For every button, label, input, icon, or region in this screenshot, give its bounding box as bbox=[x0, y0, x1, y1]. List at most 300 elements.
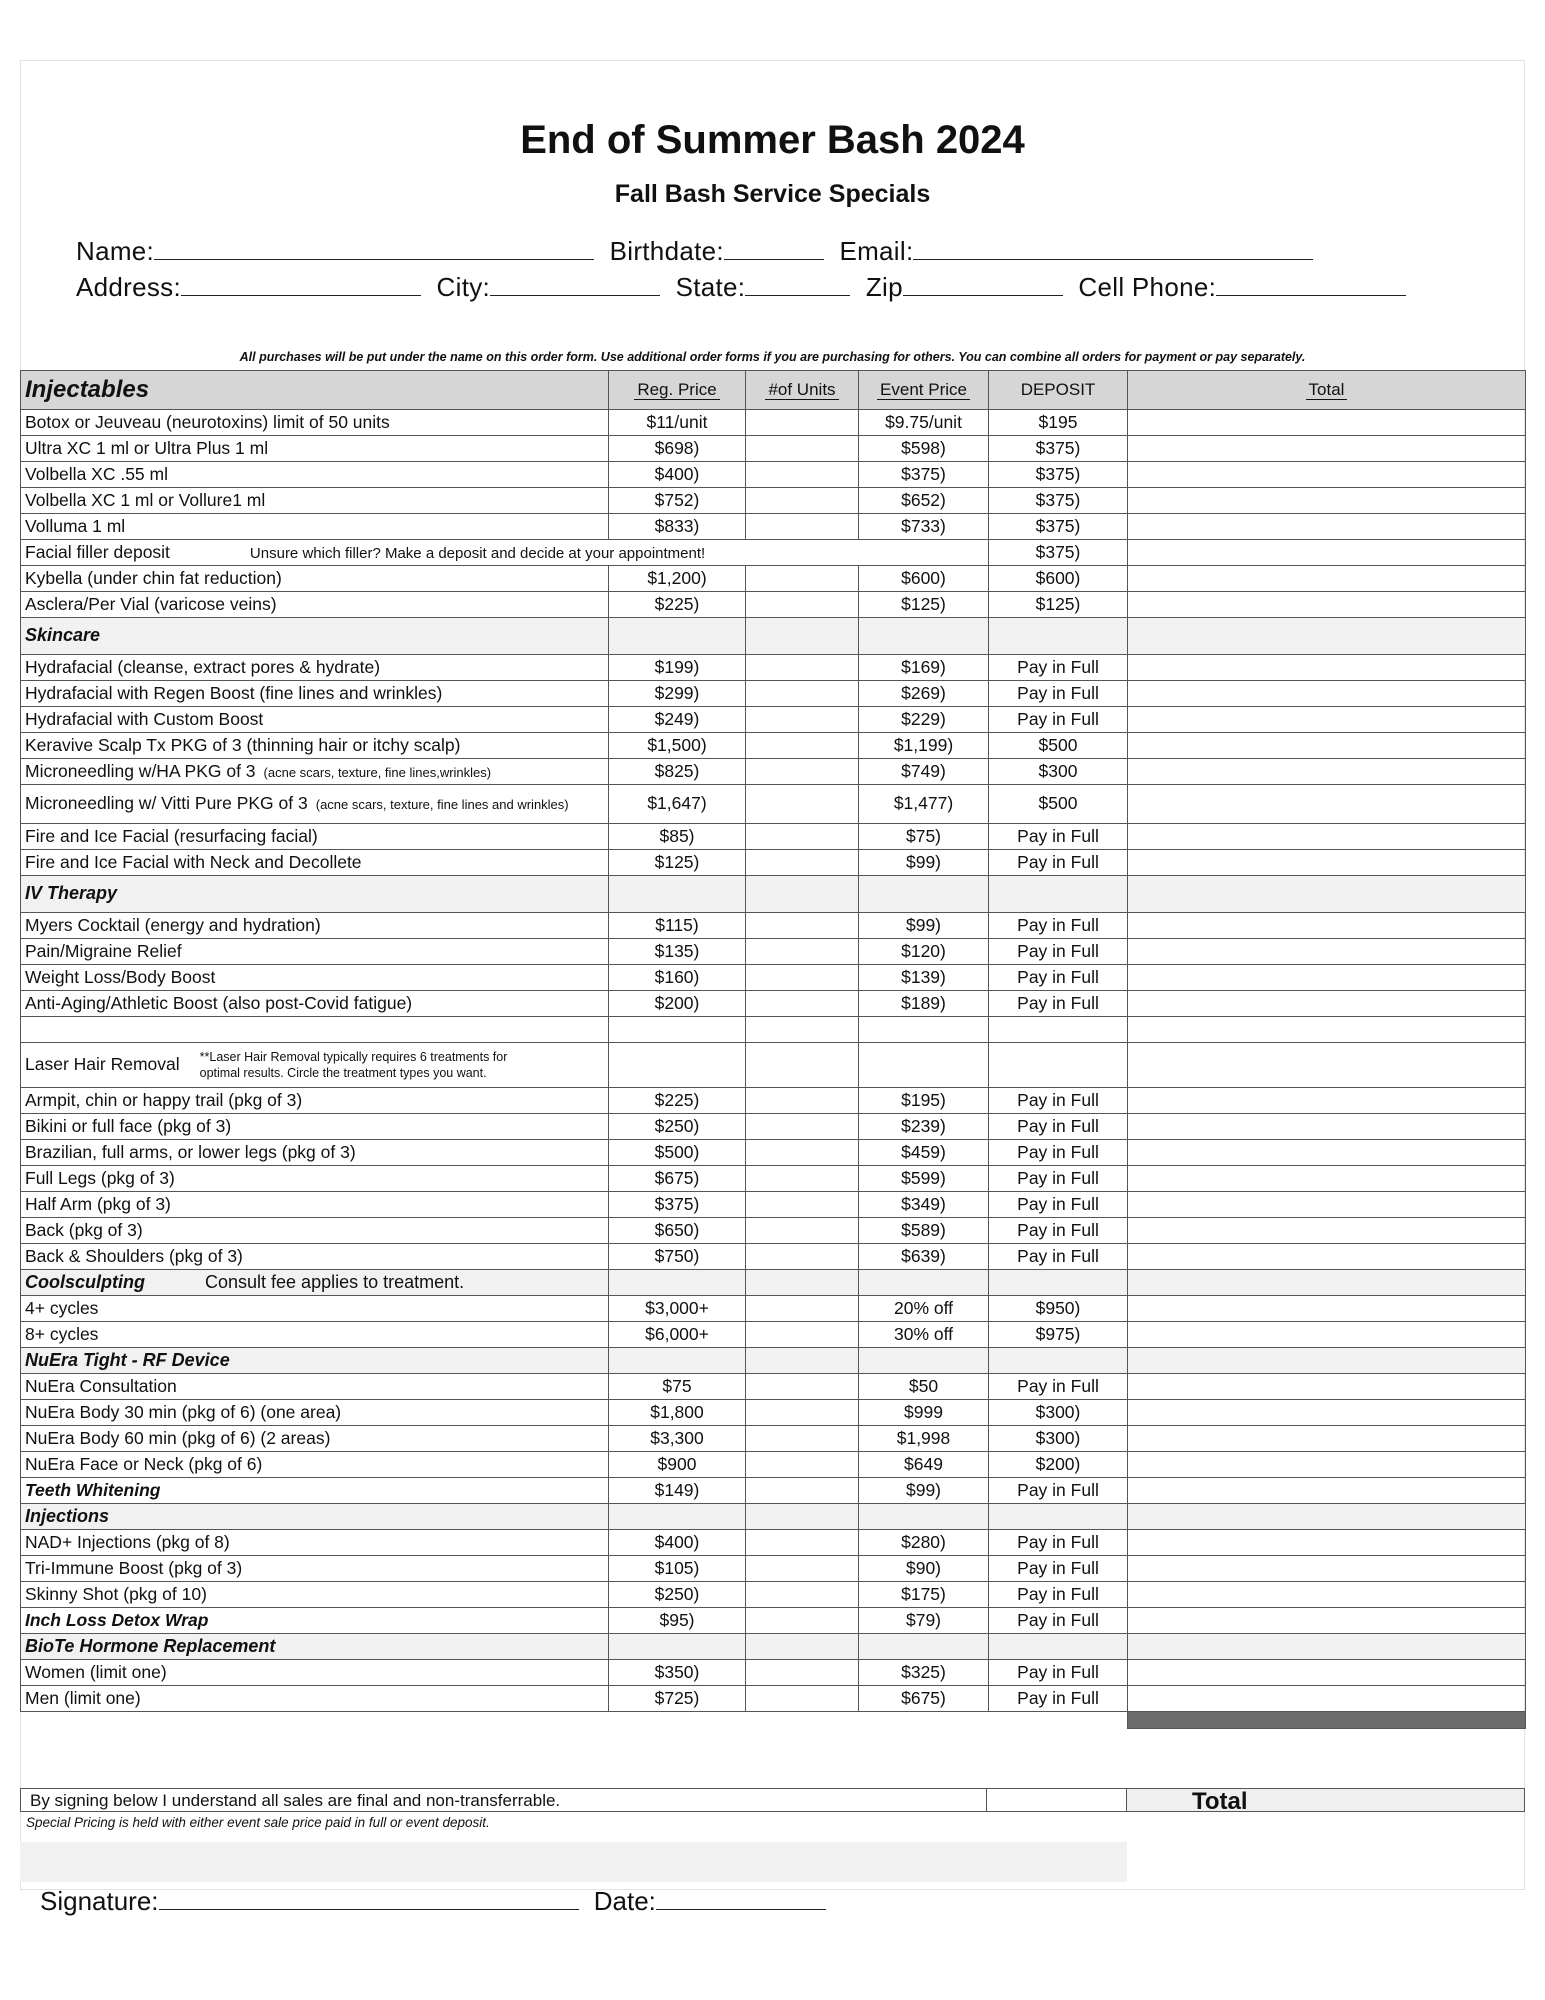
section-header-row bbox=[21, 1504, 1526, 1530]
col-header-reg-text: Reg. Price bbox=[634, 380, 719, 400]
deposit: Pay in Full bbox=[989, 1244, 1128, 1270]
event-price: $598) bbox=[859, 436, 989, 462]
event-price: $649 bbox=[859, 1452, 989, 1478]
deposit: Pay in Full bbox=[989, 1556, 1128, 1582]
deposit: Pay in Full bbox=[989, 1140, 1128, 1166]
table-row bbox=[21, 1452, 1526, 1478]
units-field[interactable] bbox=[746, 488, 859, 514]
row-total-field[interactable] bbox=[1128, 824, 1526, 850]
row-total-field[interactable] bbox=[1128, 566, 1526, 592]
row-total-field[interactable] bbox=[1128, 1218, 1526, 1244]
table-row bbox=[21, 681, 1526, 707]
table-row bbox=[21, 850, 1526, 876]
table-row bbox=[21, 540, 1526, 566]
table-row bbox=[21, 707, 1526, 733]
section-empty-cell bbox=[859, 1348, 989, 1374]
service-subnote: (acne scars, texture, fine lines,wrinkles) bbox=[263, 764, 492, 780]
grand-total-field[interactable] bbox=[1127, 1788, 1525, 1812]
row-total-field[interactable] bbox=[1128, 785, 1526, 824]
section-header-row bbox=[21, 1348, 1526, 1374]
reg-price: $200) bbox=[609, 991, 746, 1017]
table-row bbox=[21, 939, 1526, 965]
row-total-field[interactable] bbox=[1128, 707, 1526, 733]
service-label: Anti-Aging/Athletic Boost (also post-Covid fatigue) bbox=[25, 992, 413, 1013]
event-price: $600) bbox=[859, 566, 989, 592]
special-pricing-note: Special Pricing is held with either event sale price paid in full or event deposit. bbox=[26, 1815, 490, 1830]
service-label: Volbella XC .55 ml bbox=[25, 463, 168, 484]
empty-cell bbox=[609, 1712, 746, 1729]
row-total-field[interactable] bbox=[1128, 462, 1526, 488]
service-label: Teeth Whitening bbox=[25, 1479, 161, 1500]
deposit: $975) bbox=[989, 1322, 1128, 1348]
deposit: Pay in Full bbox=[989, 850, 1128, 876]
service-name bbox=[21, 850, 609, 876]
units-field[interactable] bbox=[746, 462, 859, 488]
row-total-field[interactable] bbox=[1128, 1582, 1526, 1608]
row-total-field[interactable] bbox=[1128, 514, 1526, 540]
deposit: Pay in Full bbox=[989, 1478, 1128, 1504]
info-line-1 bbox=[76, 236, 1321, 267]
section-empty-cell bbox=[989, 1634, 1128, 1660]
event-price: $99) bbox=[859, 913, 989, 939]
row-total-field[interactable] bbox=[1128, 1140, 1526, 1166]
section-empty-cell bbox=[859, 618, 989, 655]
table-row bbox=[21, 514, 1526, 540]
units-field[interactable] bbox=[746, 991, 859, 1017]
deposit: Pay in Full bbox=[989, 1660, 1128, 1686]
units-field[interactable] bbox=[746, 1478, 859, 1504]
reg-price: $400) bbox=[609, 462, 746, 488]
reg-price: $225) bbox=[609, 1088, 746, 1114]
row-total-field[interactable] bbox=[1128, 1296, 1526, 1322]
event-price: $375) bbox=[859, 462, 989, 488]
event-price: $239) bbox=[859, 1114, 989, 1140]
reg-price: $350) bbox=[609, 1660, 746, 1686]
units-field[interactable] bbox=[746, 1686, 859, 1712]
event-price: $280) bbox=[859, 1530, 989, 1556]
service-label: Armpit, chin or happy trail (pkg of 3) bbox=[25, 1089, 303, 1110]
service-name bbox=[21, 1140, 609, 1166]
service-label: NuEra Face or Neck (pkg of 6) bbox=[25, 1453, 263, 1474]
order-note: All purchases will be put under the name on this order form. Use additional order forms if you are purchasing for others. You can combine all orders for payment or pay separately. bbox=[239, 350, 1306, 364]
table-header bbox=[21, 371, 1526, 410]
service-label: Weight Loss/Body Boost bbox=[25, 966, 216, 987]
service-label: Volbella XC 1 ml or Vollure1 ml bbox=[25, 489, 266, 510]
row-total-field[interactable] bbox=[1128, 939, 1526, 965]
section-empty-cell bbox=[989, 1270, 1128, 1296]
cell-field[interactable] bbox=[1216, 275, 1406, 296]
col-header-units-text: #of Units bbox=[765, 380, 838, 400]
reg-price: $752) bbox=[609, 488, 746, 514]
service-name bbox=[21, 707, 609, 733]
event-price: $589) bbox=[859, 1218, 989, 1244]
empty-cell bbox=[859, 1017, 989, 1043]
section-title-text: Injections bbox=[25, 1505, 110, 1526]
row-total-field[interactable] bbox=[1128, 850, 1526, 876]
service-label: Full Legs (pkg of 3) bbox=[25, 1167, 175, 1188]
reg-price: $115) bbox=[609, 913, 746, 939]
deposit: Pay in Full bbox=[989, 655, 1128, 681]
row-total-field[interactable] bbox=[1128, 1478, 1526, 1504]
final-sale-text: By signing below I understand all sales are final and non-transferrable. bbox=[30, 1791, 561, 1810]
reg-price: $825) bbox=[609, 759, 746, 785]
event-price: $599) bbox=[859, 1166, 989, 1192]
table-row bbox=[21, 1582, 1526, 1608]
units-field[interactable] bbox=[746, 1140, 859, 1166]
row-total-field[interactable] bbox=[1128, 1088, 1526, 1114]
reg-price: $833) bbox=[609, 514, 746, 540]
deposit: Pay in Full bbox=[989, 1530, 1128, 1556]
event-price: $120) bbox=[859, 939, 989, 965]
section-empty-cell bbox=[1128, 1504, 1526, 1530]
service-name bbox=[21, 1686, 609, 1712]
email-field[interactable] bbox=[913, 239, 1313, 260]
units-field[interactable] bbox=[746, 1088, 859, 1114]
table-row bbox=[21, 733, 1526, 759]
row-total-field[interactable] bbox=[1128, 1166, 1526, 1192]
section-empty-cell bbox=[609, 1348, 746, 1374]
deposit: $200) bbox=[989, 1452, 1128, 1478]
row-total-field[interactable] bbox=[1128, 1192, 1526, 1218]
table-row bbox=[21, 462, 1526, 488]
row-total-field[interactable] bbox=[1128, 1374, 1526, 1400]
total-divider-row bbox=[21, 1712, 1526, 1729]
row-total-field[interactable] bbox=[1128, 1244, 1526, 1270]
service-label: NAD+ Injections (pkg of 8) bbox=[25, 1531, 230, 1552]
page-title: End of Summer Bash 2024 bbox=[520, 118, 1025, 162]
event-price: $269) bbox=[859, 681, 989, 707]
units-field[interactable] bbox=[746, 566, 859, 592]
event-price: $325) bbox=[859, 1660, 989, 1686]
deposit: Pay in Full bbox=[989, 1686, 1128, 1712]
service-label: Pain/Migraine Relief bbox=[25, 940, 182, 961]
service-name bbox=[21, 410, 609, 436]
service-name bbox=[21, 681, 609, 707]
section-empty-cell bbox=[609, 1504, 746, 1530]
reg-price: $1,200) bbox=[609, 566, 746, 592]
section-title bbox=[21, 1043, 609, 1088]
service-label: Bikini or full face (pkg of 3) bbox=[25, 1115, 232, 1136]
units-field[interactable] bbox=[746, 514, 859, 540]
units-field[interactable] bbox=[746, 1608, 859, 1634]
units-field[interactable] bbox=[746, 785, 859, 824]
deposit: Pay in Full bbox=[989, 1582, 1128, 1608]
section-header-row bbox=[21, 618, 1526, 655]
service-label: Facial filler deposit bbox=[25, 541, 170, 562]
units-field[interactable] bbox=[746, 733, 859, 759]
signature-label: Signature: bbox=[40, 1886, 159, 1916]
units-field[interactable] bbox=[746, 1556, 859, 1582]
laser-note: **Laser Hair Removal typically requires 6 treatments for optimal results. Circle the treatment types you want. bbox=[199, 1049, 508, 1080]
section-title-text: BioTe Hormone Replacement bbox=[25, 1635, 276, 1656]
units-field[interactable] bbox=[746, 913, 859, 939]
units-field[interactable] bbox=[746, 1218, 859, 1244]
deposit: $375) bbox=[989, 488, 1128, 514]
table-row bbox=[21, 1192, 1526, 1218]
units-field[interactable] bbox=[746, 1530, 859, 1556]
service-label: Tri-Immune Boost (pkg of 3) bbox=[25, 1557, 243, 1578]
event-price: $175) bbox=[859, 1582, 989, 1608]
service-name bbox=[21, 1530, 609, 1556]
units-field[interactable] bbox=[746, 1114, 859, 1140]
empty-cell bbox=[1128, 1017, 1526, 1043]
units-field[interactable] bbox=[746, 1244, 859, 1270]
row-total-field[interactable] bbox=[1128, 592, 1526, 618]
deposit: $300) bbox=[989, 1400, 1128, 1426]
row-total-field[interactable] bbox=[1128, 1452, 1526, 1478]
row-total-field[interactable] bbox=[1128, 759, 1526, 785]
table-row bbox=[21, 1660, 1526, 1686]
event-price: $1,199) bbox=[859, 733, 989, 759]
units-field[interactable] bbox=[746, 965, 859, 991]
row-total-field[interactable] bbox=[1128, 1400, 1526, 1426]
empty-cell bbox=[859, 1712, 989, 1729]
table-row bbox=[21, 1608, 1526, 1634]
city-field[interactable] bbox=[490, 275, 660, 296]
row-total-field[interactable] bbox=[1128, 436, 1526, 462]
service-label: NuEra Body 30 min (pkg of 6) (one area) bbox=[25, 1401, 342, 1422]
table-row bbox=[21, 965, 1526, 991]
section-empty-cell bbox=[989, 1348, 1128, 1374]
event-price: $652) bbox=[859, 488, 989, 514]
units-field[interactable] bbox=[746, 1296, 859, 1322]
reg-price: $199) bbox=[609, 655, 746, 681]
deposit: $950) bbox=[989, 1296, 1128, 1322]
email-label: Email: bbox=[839, 236, 914, 266]
service-label: Hydrafacial with Custom Boost bbox=[25, 708, 264, 729]
reg-price: $750) bbox=[609, 1244, 746, 1270]
row-total-field[interactable] bbox=[1128, 540, 1526, 566]
event-price: $1,477) bbox=[859, 785, 989, 824]
service-subnote: (acne scars, texture, fine lines and wrinkles) bbox=[315, 797, 569, 813]
service-label: Asclera/Per Vial (varicose veins) bbox=[25, 593, 277, 614]
service-label: Fire and Ice Facial (resurfacing facial) bbox=[25, 825, 318, 846]
birthdate-field[interactable] bbox=[724, 239, 824, 260]
table-row bbox=[21, 566, 1526, 592]
table-row bbox=[21, 1374, 1526, 1400]
zip-label: Zip bbox=[865, 272, 903, 302]
units-field[interactable] bbox=[746, 1166, 859, 1192]
units-field[interactable] bbox=[746, 436, 859, 462]
section-empty-cell bbox=[859, 1504, 989, 1530]
reg-price: $725) bbox=[609, 1686, 746, 1712]
deposit: $500 bbox=[989, 785, 1128, 824]
deposit: $125) bbox=[989, 592, 1128, 618]
table-row bbox=[21, 488, 1526, 514]
service-name bbox=[21, 1244, 609, 1270]
service-label: Hydrafacial (cleanse, extract pores & hydrate) bbox=[25, 656, 381, 677]
section-empty-cell bbox=[859, 1634, 989, 1660]
row-total-field[interactable] bbox=[1128, 681, 1526, 707]
deposit: Pay in Full bbox=[989, 1608, 1128, 1634]
col-header-total-text: Total bbox=[1306, 380, 1348, 400]
event-price: $169) bbox=[859, 655, 989, 681]
units-field[interactable] bbox=[746, 1582, 859, 1608]
service-label: Skinny Shot (pkg of 10) bbox=[25, 1583, 207, 1604]
row-total-field[interactable] bbox=[1128, 1114, 1526, 1140]
reg-price: $75 bbox=[609, 1374, 746, 1400]
reg-price: $1,800 bbox=[609, 1400, 746, 1426]
units-field[interactable] bbox=[746, 824, 859, 850]
table-row bbox=[21, 1088, 1526, 1114]
bottom-band bbox=[20, 1842, 1127, 1882]
service-name bbox=[21, 1426, 609, 1452]
table-row bbox=[21, 1244, 1526, 1270]
row-total-field[interactable] bbox=[1128, 965, 1526, 991]
birthdate-label: Birthdate: bbox=[609, 236, 724, 266]
table-row bbox=[21, 785, 1526, 824]
state-field[interactable] bbox=[745, 275, 850, 296]
units-field[interactable] bbox=[746, 592, 859, 618]
deposit: $375) bbox=[989, 462, 1128, 488]
service-label: Kybella (under chin fat reduction) bbox=[25, 567, 282, 588]
col-header-units bbox=[746, 371, 859, 410]
row-total-field[interactable] bbox=[1128, 991, 1526, 1017]
info-line-2 bbox=[76, 272, 1414, 303]
spacer-row bbox=[21, 1017, 1526, 1043]
reg-price: $675) bbox=[609, 1166, 746, 1192]
deposit: $375) bbox=[989, 436, 1128, 462]
units-field[interactable] bbox=[746, 1400, 859, 1426]
row-total-field[interactable] bbox=[1128, 410, 1526, 436]
section-title bbox=[21, 618, 609, 655]
service-name bbox=[21, 462, 609, 488]
row-total-field[interactable] bbox=[1128, 1322, 1526, 1348]
units-field[interactable] bbox=[746, 1374, 859, 1400]
units-field[interactable] bbox=[746, 1192, 859, 1218]
units-field[interactable] bbox=[746, 850, 859, 876]
event-price: $90) bbox=[859, 1556, 989, 1582]
deposit: Pay in Full bbox=[989, 965, 1128, 991]
row-total-field[interactable] bbox=[1128, 488, 1526, 514]
section-empty-cell bbox=[859, 1043, 989, 1088]
reg-price: $125) bbox=[609, 850, 746, 876]
event-price: $189) bbox=[859, 991, 989, 1017]
section-title bbox=[21, 876, 609, 913]
table-row bbox=[21, 1296, 1526, 1322]
table-row bbox=[21, 655, 1526, 681]
table-row bbox=[21, 1166, 1526, 1192]
deposit: $375) bbox=[989, 514, 1128, 540]
service-label: Inch Loss Detox Wrap bbox=[25, 1609, 209, 1630]
section-empty-cell bbox=[1128, 1270, 1526, 1296]
row-total-field[interactable] bbox=[1128, 1608, 1526, 1634]
service-label: Myers Cocktail (energy and hydration) bbox=[25, 914, 321, 935]
zip-field[interactable] bbox=[903, 275, 1063, 296]
table-row bbox=[21, 1686, 1526, 1712]
section-title-text: NuEra Tight - RF Device bbox=[25, 1349, 230, 1370]
service-label: Keravive Scalp Tx PKG of 3 (thinning hair or itchy scalp) bbox=[25, 734, 461, 755]
date-field[interactable] bbox=[656, 1889, 826, 1910]
row-total-field[interactable] bbox=[1128, 733, 1526, 759]
units-field[interactable] bbox=[746, 681, 859, 707]
signature-field[interactable] bbox=[159, 1889, 579, 1910]
row-total-field[interactable] bbox=[1128, 1660, 1526, 1686]
deposit: Pay in Full bbox=[989, 1114, 1128, 1140]
empty-cell bbox=[746, 1017, 859, 1043]
event-price: $79) bbox=[859, 1608, 989, 1634]
event-price: 20% off bbox=[859, 1296, 989, 1322]
service-name bbox=[21, 1166, 609, 1192]
service-label: Hydrafacial with Regen Boost (fine lines and wrinkles) bbox=[25, 682, 443, 703]
table-row bbox=[21, 436, 1526, 462]
row-total-field[interactable] bbox=[1128, 1686, 1526, 1712]
reg-price: $135) bbox=[609, 939, 746, 965]
service-name bbox=[21, 592, 609, 618]
units-field[interactable] bbox=[746, 1452, 859, 1478]
section-header-row bbox=[21, 1634, 1526, 1660]
deposit: $300) bbox=[989, 1426, 1128, 1452]
event-price: $50 bbox=[859, 1374, 989, 1400]
empty-cell bbox=[989, 1017, 1128, 1043]
section-title-text: Coolsculpting bbox=[25, 1271, 145, 1292]
event-price: $349) bbox=[859, 1192, 989, 1218]
service-label: Half Arm (pkg of 3) bbox=[25, 1193, 171, 1214]
table-row bbox=[21, 913, 1526, 939]
row-total-field[interactable] bbox=[1128, 1556, 1526, 1582]
section-empty-cell bbox=[989, 1043, 1128, 1088]
row-total-field[interactable] bbox=[1128, 913, 1526, 939]
section-empty-cell bbox=[989, 1504, 1128, 1530]
section-empty-cell bbox=[609, 876, 746, 913]
service-name bbox=[21, 488, 609, 514]
reg-price: $6,000+ bbox=[609, 1322, 746, 1348]
deposit: Pay in Full bbox=[989, 1088, 1128, 1114]
units-field[interactable] bbox=[746, 1660, 859, 1686]
section-empty-cell bbox=[989, 618, 1128, 655]
reg-price: $650) bbox=[609, 1218, 746, 1244]
event-price: $999 bbox=[859, 1400, 989, 1426]
section-title bbox=[21, 1348, 609, 1374]
service-name bbox=[21, 1660, 609, 1686]
event-price: 30% off bbox=[859, 1322, 989, 1348]
deposit: Pay in Full bbox=[989, 939, 1128, 965]
section-title bbox=[21, 1634, 609, 1660]
reg-price: $698) bbox=[609, 436, 746, 462]
price-table bbox=[20, 370, 1526, 1729]
service-name bbox=[21, 1478, 609, 1504]
units-field[interactable] bbox=[746, 410, 859, 436]
section-empty-cell bbox=[746, 1043, 859, 1088]
service-name bbox=[21, 1374, 609, 1400]
event-price: $639) bbox=[859, 1244, 989, 1270]
service-name bbox=[21, 1556, 609, 1582]
row-total-field[interactable] bbox=[1128, 1530, 1526, 1556]
units-field[interactable] bbox=[746, 655, 859, 681]
address-field[interactable] bbox=[181, 275, 421, 296]
event-price: $125) bbox=[859, 592, 989, 618]
service-label: NuEra Consultation bbox=[25, 1375, 177, 1396]
service-name bbox=[21, 566, 609, 592]
table-row bbox=[21, 1400, 1526, 1426]
service-name bbox=[21, 913, 609, 939]
service-name bbox=[21, 1322, 609, 1348]
row-total-field[interactable] bbox=[1128, 655, 1526, 681]
section-empty-cell bbox=[609, 618, 746, 655]
units-field[interactable] bbox=[746, 939, 859, 965]
units-field[interactable] bbox=[746, 1322, 859, 1348]
units-field[interactable] bbox=[746, 759, 859, 785]
section-empty-cell bbox=[746, 1634, 859, 1660]
row-total-field[interactable] bbox=[1128, 1426, 1526, 1452]
reg-price: $900 bbox=[609, 1452, 746, 1478]
name-field[interactable] bbox=[154, 239, 594, 260]
units-field[interactable] bbox=[746, 707, 859, 733]
section-title-text: Skincare bbox=[25, 625, 101, 646]
deposit: Pay in Full bbox=[989, 1218, 1128, 1244]
units-field[interactable] bbox=[746, 1426, 859, 1452]
section-header-row bbox=[21, 1043, 1526, 1088]
